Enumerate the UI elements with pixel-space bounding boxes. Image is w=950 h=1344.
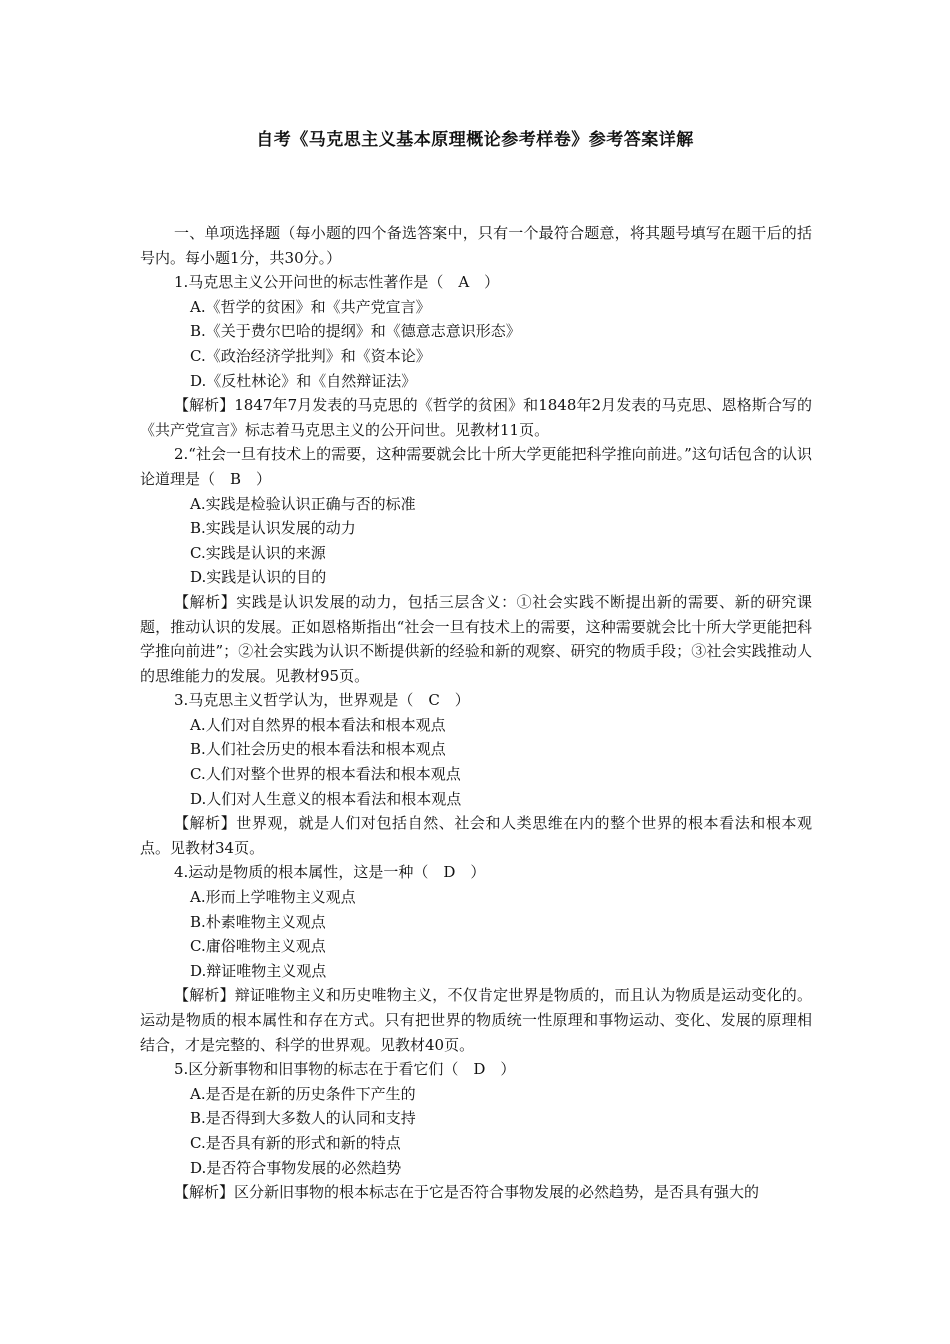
question-stem-5: 5.区分新事物和旧事物的标志在于看它们（ D ） bbox=[174, 1060, 516, 1079]
option-4-d: D.辩证唯物主义观点 bbox=[190, 961, 327, 980]
option-3-b: B.人们社会历史的根本看法和根本观点 bbox=[190, 740, 446, 759]
option-5-b: B.是否得到大多数人的认同和支持 bbox=[190, 1109, 416, 1128]
option-2-c: C.实践是认识的来源 bbox=[190, 543, 326, 562]
document-title: 自考《马克思主义基本原理概论参考样卷》参考答案详解 bbox=[256, 130, 694, 150]
option-5-a: A.是否是在新的历史条件下产生的 bbox=[190, 1084, 416, 1103]
option-1-a: A.《哲学的贫困》和《共产党宣言》 bbox=[190, 297, 431, 316]
option-4-b: B.朴素唯物主义观点 bbox=[190, 912, 326, 931]
option-2-b: B.实践是认识发展的动力 bbox=[190, 519, 356, 538]
analysis-3: 【解析】世界观，就是人们对包括自然、社会和人类思维在内的整个世界的根本看法和根本观点。见教材34页。 bbox=[140, 814, 812, 857]
option-3-a: A.人们对自然界的根本看法和根本观点 bbox=[190, 715, 446, 734]
option-2-a: A.实践是检验认识正确与否的标准 bbox=[190, 494, 416, 513]
option-1-d: D.《反杜林论》和《自然辩证法》 bbox=[190, 371, 417, 390]
option-4-a: A.形而上学唯物主义观点 bbox=[190, 888, 356, 907]
question-stem-4: 4.运动是物质的根本属性，这是一种（ D ） bbox=[174, 863, 486, 882]
question-stem-2: 2.“社会一旦有技术上的需要，这种需要就会比十所大学更能把科学推向前进。”这句话包含的认识论道理是（ B ） bbox=[140, 445, 812, 488]
option-2-d: D.实践是认识的目的 bbox=[190, 568, 327, 587]
question-stem-1: 1.马克思主义公开问世的标志性著作是（ A ） bbox=[174, 273, 500, 292]
option-1-b: B.《关于费尔巴哈的提纲》和《德意志意识形态》 bbox=[190, 322, 521, 341]
question-stem-3: 3.马克思主义哲学认为，世界观是（ C ） bbox=[174, 691, 470, 710]
option-5-c: C.是否具有新的形式和新的特点 bbox=[190, 1133, 401, 1152]
analysis-4: 【解析】辩证唯物主义和历史唯物主义，不仅肯定世界是物质的，而且认为物质是运动变化的。运动是物质的根本属性和存在方式。只有把世界的物质统一性原理和事物运动、变化、发展的原理相结合，才是完整的、科学的世界观。见教材40页。 bbox=[140, 986, 812, 1054]
section-heading: 一、单项选择题（每小题的四个备选答案中，只有一个最符合题意，将其题号填写在题干后的括号内。每小题1分，共30分。） bbox=[140, 224, 812, 267]
option-3-c: C.人们对整个世界的根本看法和根本观点 bbox=[190, 765, 461, 784]
option-1-c: C.《政治经济学批判》和《资本论》 bbox=[190, 346, 431, 365]
option-3-d: D.人们对人生意义的根本看法和根本观点 bbox=[190, 789, 462, 808]
option-5-d: D.是否符合事物发展的必然趋势 bbox=[190, 1158, 402, 1177]
option-4-c: C.庸俗唯物主义观点 bbox=[190, 937, 326, 956]
analysis-1: 【解析】1847年7月发表的马克思的《哲学的贫困》和1848年2月发表的马克思、恩格斯合写的《共产党宣言》标志着马克思主义的公开问世。见教材11页。 bbox=[140, 396, 812, 439]
document-body bbox=[140, 221, 812, 1205]
analysis-2: 【解析】实践是认识发展的动力，包括三层含义：①社会实践不断提出新的需要、新的研究课题，推动认识的发展。正如恩格斯指出“社会一旦有技术上的需要，这种需要就会比十所大学更能把科学推向前进”；②社会实践为认识不断提供新的经验和新的观察、研究的物质手段；③社会实践推动人的思维能力的发展。见教材95页。 bbox=[140, 592, 812, 685]
analysis-5: 【解析】区分新旧事物的根本标志在于它是否符合事物发展的必然趋势，是否具有强大的 bbox=[174, 1183, 760, 1202]
